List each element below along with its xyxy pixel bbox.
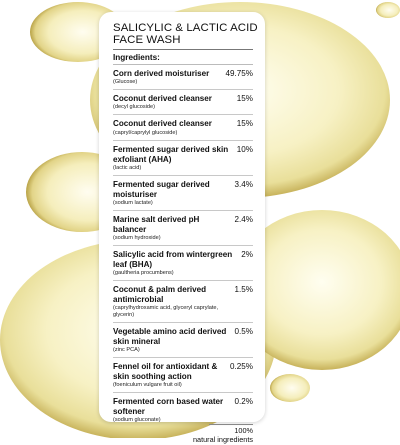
ingredient-text bbox=[113, 285, 235, 319]
ingredient-name: Fennel oil for antioxidant & skin soothing action bbox=[113, 362, 218, 382]
ingredient-percent: 15% bbox=[236, 94, 253, 104]
ingredient-name: Fermented corn based water softener bbox=[113, 397, 224, 417]
total-label bbox=[113, 427, 253, 444]
ingredient-percent: 1.5% bbox=[234, 285, 253, 295]
ingredient-divider bbox=[113, 210, 253, 211]
ingredient-percent: 2.4% bbox=[234, 214, 253, 224]
ingredient-text bbox=[113, 362, 230, 389]
product-title bbox=[113, 22, 258, 47]
heading-divider bbox=[113, 64, 253, 65]
total-divider bbox=[209, 424, 253, 425]
ingredient-name: Coconut & palm derived antimicrobial bbox=[113, 285, 207, 304]
ingredient-list bbox=[113, 69, 253, 425]
ingredient-row bbox=[113, 250, 253, 277]
total-percent: 100% bbox=[234, 426, 253, 436]
ingredient-detail: (capryl/caprylyl glucoside) bbox=[113, 129, 178, 136]
ingredient-row bbox=[113, 180, 253, 207]
ingredient-name: Marine salt derived pH balancer bbox=[113, 214, 200, 234]
droplet-tiny bbox=[376, 2, 400, 18]
ingredient-divider bbox=[113, 140, 253, 141]
ingredients-card bbox=[99, 12, 265, 445]
ingredient-row bbox=[113, 327, 253, 354]
droplet-bottom-right bbox=[270, 374, 310, 402]
ingredient-percent: 0.25% bbox=[230, 362, 253, 372]
ingredient-percent: 3.4% bbox=[234, 179, 253, 189]
ingredient-percent: 0.5% bbox=[234, 327, 253, 337]
ingredient-text bbox=[113, 119, 237, 136]
ingredient-divider bbox=[113, 322, 253, 323]
ingredient-row bbox=[113, 94, 253, 111]
ingredient-text bbox=[113, 215, 235, 242]
ingredient-detail: (gaultheria procumbens) bbox=[113, 270, 174, 277]
ingredient-text bbox=[113, 327, 235, 354]
ingredient-detail: (caprylhydroxamic acid, glyceryl caprylate, glycerin) bbox=[113, 305, 219, 319]
ingredient-detail: (sodium gluconate) bbox=[113, 417, 161, 424]
product-title-line1: SALICYLIC & LACTIC ACID bbox=[113, 22, 258, 34]
ingredient-row bbox=[113, 145, 253, 172]
ingredient-detail: (sodium hydroxide) bbox=[113, 234, 161, 241]
ingredient-name: Fermented sugar derived moisturiser bbox=[113, 179, 210, 199]
ingredient-divider bbox=[113, 392, 253, 393]
ingredient-percent: 49.75% bbox=[225, 68, 253, 78]
ingredient-row bbox=[113, 69, 253, 86]
ingredient-percent: 2% bbox=[241, 249, 253, 259]
ingredient-text bbox=[113, 397, 235, 424]
ingredient-name: Coconut derived cleanser bbox=[113, 119, 212, 129]
title-divider bbox=[113, 49, 253, 50]
product-title-line2: FACE WASH bbox=[113, 34, 181, 47]
ingredient-name: Salicylic acid from wintergreen leaf (BHA) bbox=[113, 249, 233, 269]
ingredient-detail: (foeniculum vulgare fruit oil) bbox=[113, 382, 182, 389]
ingredient-name: Vegetable amino acid derived skin mineral bbox=[113, 327, 227, 346]
ingredient-detail: (sodium lactate) bbox=[113, 199, 153, 206]
ingredient-row bbox=[113, 285, 253, 319]
ingredient-name: Corn derived moisturiser bbox=[113, 68, 210, 78]
ingredient-detail: (zinc PCA) bbox=[113, 347, 140, 354]
ingredient-divider bbox=[113, 89, 253, 90]
ingredient-divider bbox=[113, 280, 253, 281]
ingredient-row bbox=[113, 397, 253, 424]
ingredient-text bbox=[113, 94, 237, 111]
ingredient-detail: (decyl glucoside) bbox=[113, 104, 155, 111]
ingredient-text bbox=[113, 180, 235, 207]
ingredient-detail: (lactic acid) bbox=[113, 164, 142, 171]
ingredient-divider bbox=[113, 114, 253, 115]
ingredient-divider bbox=[113, 175, 253, 176]
ingredient-percent: 15% bbox=[236, 119, 253, 129]
ingredient-divider bbox=[113, 245, 253, 246]
ingredient-row bbox=[113, 215, 253, 242]
ingredient-percent: 10% bbox=[236, 144, 253, 154]
ingredient-row bbox=[113, 362, 253, 389]
ingredient-text bbox=[113, 250, 241, 277]
total-caption: natural ingredients bbox=[192, 435, 253, 445]
ingredients-heading: Ingredients: bbox=[113, 52, 160, 62]
ingredient-detail: (Glucose) bbox=[113, 79, 138, 86]
ingredient-row bbox=[113, 119, 253, 136]
ingredient-text bbox=[113, 69, 226, 86]
ingredient-name: Coconut derived cleanser bbox=[113, 94, 212, 104]
ingredient-name: Fermented sugar derived skin exfoliant (AHA) bbox=[113, 144, 229, 164]
ingredient-divider bbox=[113, 357, 253, 358]
ingredient-percent: 0.2% bbox=[234, 397, 253, 407]
ingredient-text bbox=[113, 145, 237, 172]
